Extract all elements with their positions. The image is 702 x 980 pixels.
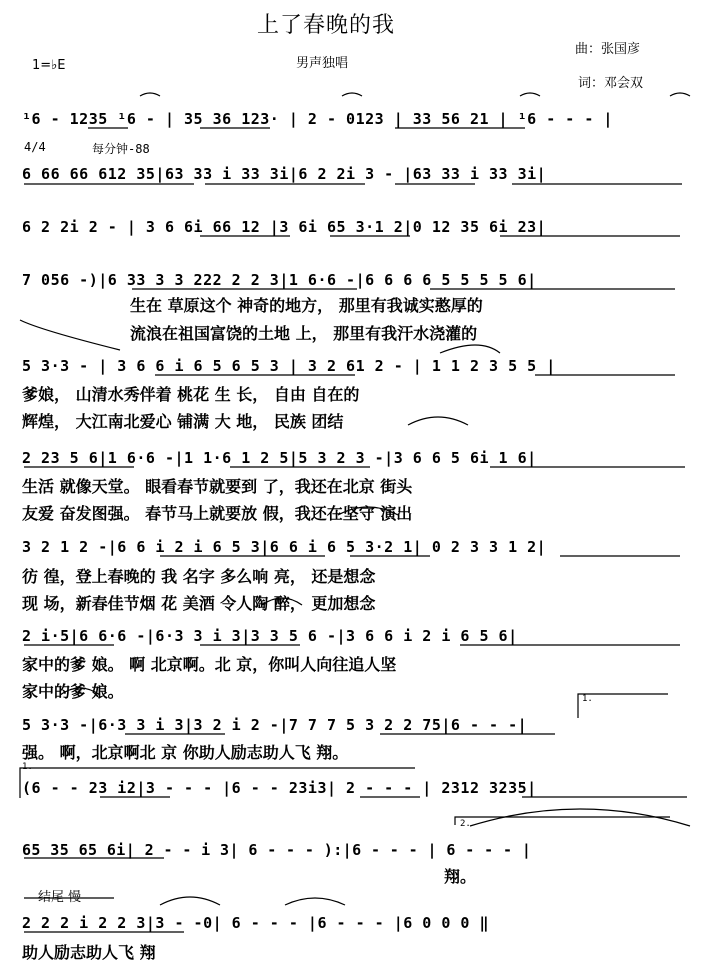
tempo-marking: 每分钟-88 bbox=[92, 142, 150, 156]
lyric-line-9: 强。 啊，北京啊北 京 你助人励志助人飞 翔。 bbox=[22, 743, 349, 762]
music-line-11: 65 35 65 6i| 2 - - i 3| 6 - - - ):|6 - - - | 6 - - - | bbox=[22, 841, 532, 859]
lyric-line-6-verse-1: 生活 就像天堂。 眼看春节就要到 了，我还在北京 街头 bbox=[22, 477, 413, 496]
lyric-line-4-verse-1: 生在 草原这个 神奇的地方， 那里有我诚实憨厚的 bbox=[130, 296, 483, 315]
music-line-4: 7 056 -)|6 33 3 3 222 2 2 3|1 6·6 -|6 6 6 6 5 5 5 5 6| bbox=[22, 271, 537, 289]
music-line-2: 6 66 66 612 35|63 33 i 33 3i|6 2 2i 3 - |63 33 i 33 3i| bbox=[22, 165, 547, 183]
lyric-line-7-verse-2: 现 场，新春佳节烟 花 美酒 令人陶 醉， 更加想念 bbox=[22, 594, 376, 613]
volta-1-label: 1. bbox=[582, 694, 593, 704]
music-line-9: 5 3·3 -|6·3 3 i 3|3 2 i 2 -|7 7 7 5 3 2 2 75|6 - - -| bbox=[22, 716, 528, 734]
lyric-line-5-verse-1: 爹娘， 山清水秀伴着 桃花 生 长， 自由 自在的 bbox=[22, 385, 360, 404]
music-line-7: 3 2 1 2 -|6 6 i 2 i 6 5 3|6 6 i 6 5 3·2 1| 0 2 3 3 1 2| bbox=[22, 538, 547, 556]
music-line-5: 5 3·3 - | 3 6 6 i 6 5 6 5 3 | 3 2 61 2 - | 1 1 2 3 5 5 | bbox=[22, 357, 556, 375]
lyric-line-8-verse-2: 家中的爹 娘。 bbox=[22, 682, 124, 701]
lyric-line-8-verse-1: 家中的爹 娘。 啊 北京啊。北 京，你叫人向往追人坚 bbox=[22, 655, 397, 674]
volta-1-label-2: 1. bbox=[22, 762, 33, 772]
lyric-line-12: 助人励志助人飞 翔 bbox=[22, 943, 156, 962]
time-signature: 4/4 bbox=[24, 140, 46, 154]
lyricist-credit: 词：邓会双 bbox=[578, 76, 644, 91]
lyric-line-4-verse-2: 流浪在祖国富饶的土地 上， 那里有我汗水浇灌的 bbox=[130, 324, 478, 343]
lyric-line-6-verse-2: 友爱 奋发图强。 春节马上就要放 假，我还在坚守 演出 bbox=[22, 504, 413, 523]
coda-marking: 结尾 慢 bbox=[38, 890, 82, 905]
music-line-1: ¹6 - 1235 ¹6 - | 35 36 123· | 2 - 0123 | 33 56 21 | ¹6 - - - | bbox=[22, 110, 613, 128]
music-line-6: 2 23 5 6|1 6·6 -|1 1·6 1 2 5|5 3 2 3 -|3 6 6 5 6i 1 6| bbox=[22, 449, 537, 467]
lyric-line-7-verse-1: 彷 徨，登上春晚的 我 名字 多么响 亮， 还是想念 bbox=[22, 567, 376, 586]
song-title: 上了春晚的我 bbox=[257, 13, 396, 38]
key-signature: 1=♭E bbox=[32, 58, 66, 73]
music-line-10: (6 - - 23 i2|3 - - - |6 - - 23i3| 2 - - - | 2312 3235| bbox=[22, 779, 537, 797]
music-line-12: 2 2 2 i 2 2 3|3 - -0| 6 - - - |6 - - - |6 0 0 0 ‖ bbox=[22, 914, 490, 932]
music-line-8: 2 i·5|6 6·6 -|6·3 3 i 3|3 3 5 6 -|3 6 6 i 2 i 6 5 6| bbox=[22, 627, 518, 645]
lyric-line-5-verse-2: 辉煌， 大江南北爱心 铺满 大 地， 民族 团结 bbox=[22, 412, 344, 431]
lyric-line-11: 翔。 bbox=[444, 867, 477, 886]
volta-2-label: 2. bbox=[460, 819, 471, 829]
performance-note: 男声独唱 bbox=[296, 56, 349, 71]
composer-credit: 曲：张国彦 bbox=[575, 42, 641, 57]
music-line-3: 6 2 2i 2 - | 3 6 6i 66 12 |3 6i 65 3·1 2|0 12 35 6i 23| bbox=[22, 218, 547, 236]
